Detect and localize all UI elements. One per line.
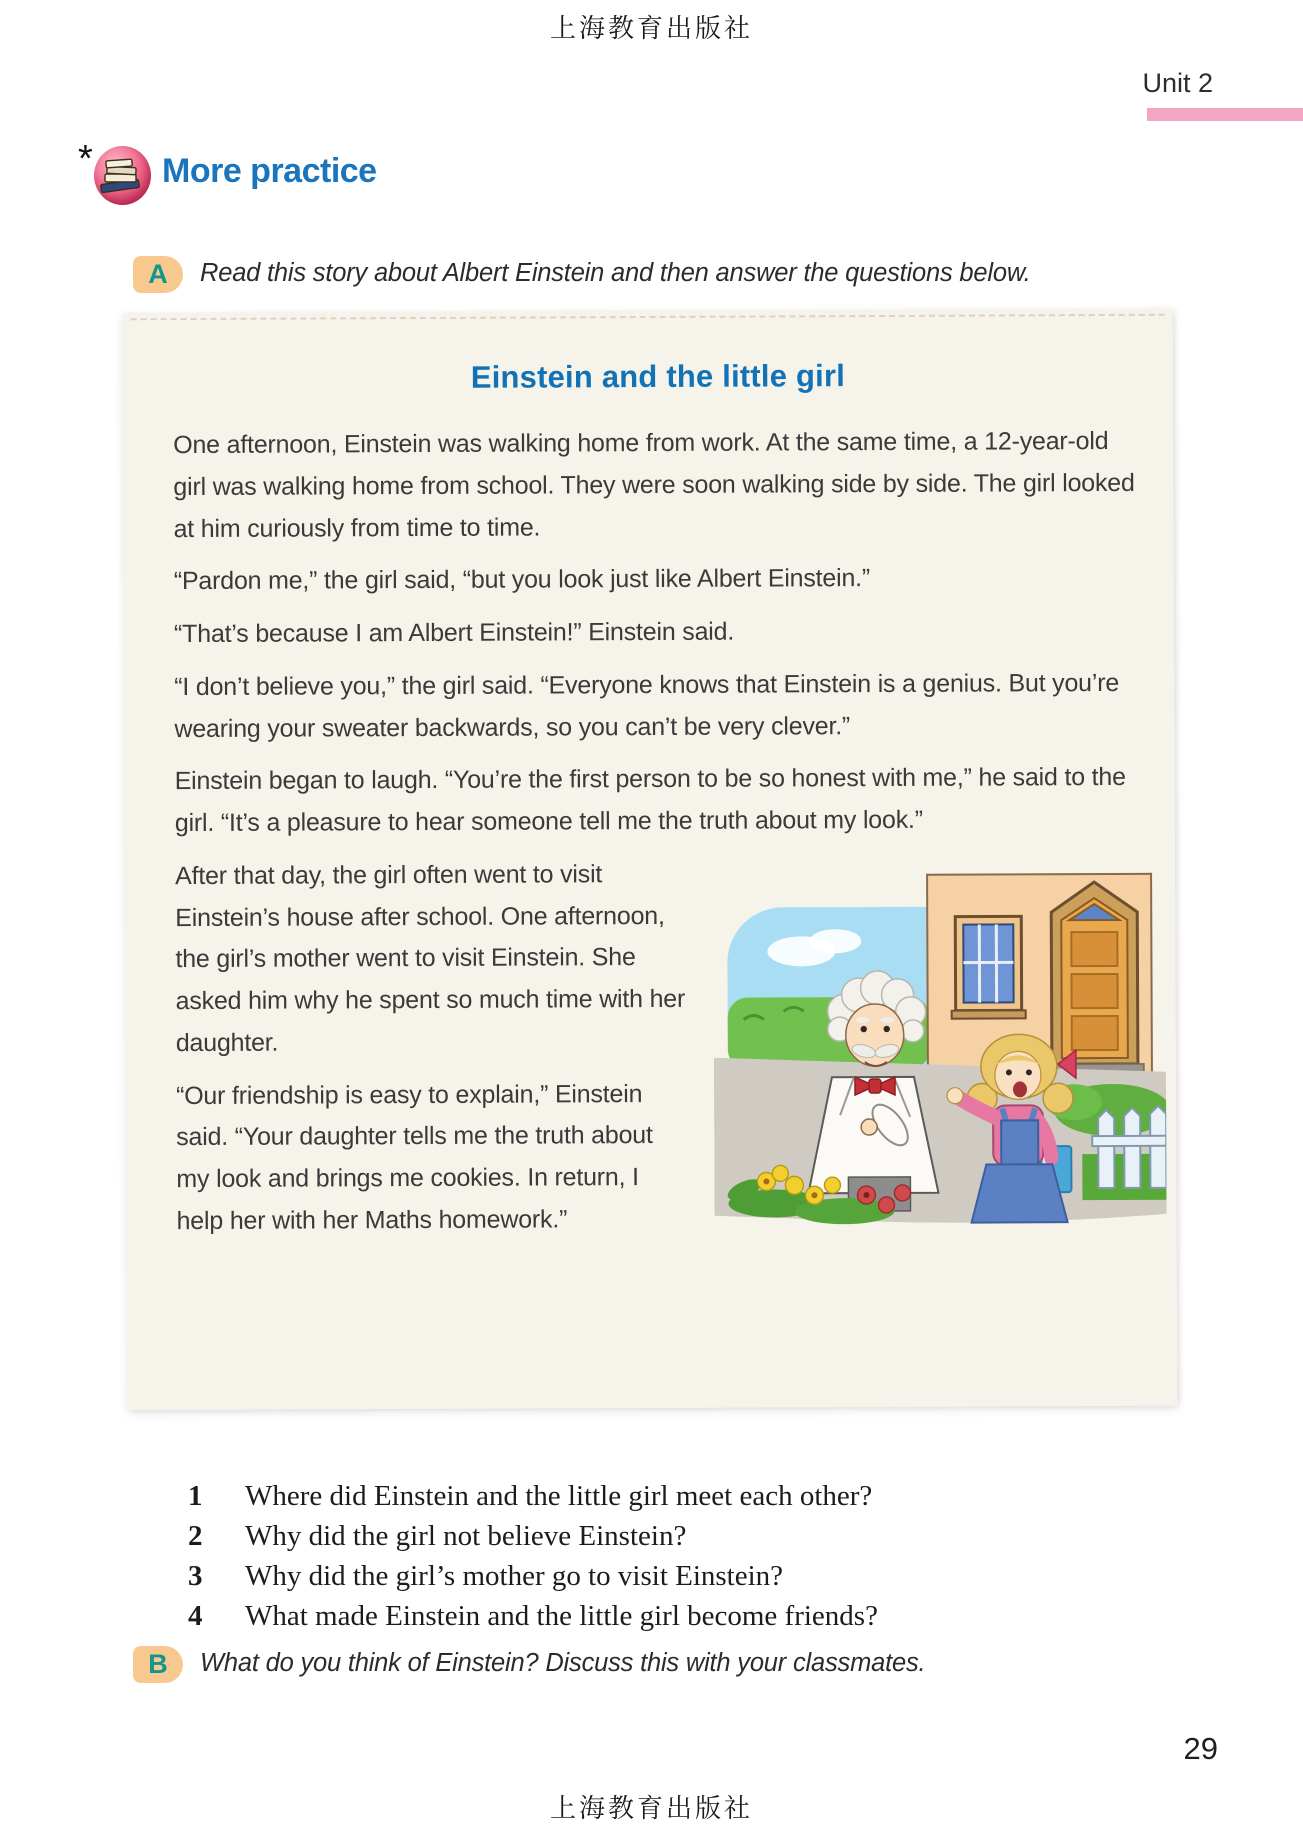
story-paragraph: “That’s because I am Albert Einstein!” Einstein said.	[173, 617, 735, 649]
story-illustration	[713, 858, 1167, 1228]
question-row	[188, 1516, 1188, 1556]
question-number: 3	[188, 1560, 203, 1592]
question-number: 2	[188, 1520, 203, 1552]
story-paragraph: “Pardon me,” the girl said, “but you look just like Albert Einstein.”	[173, 564, 871, 596]
section-b-badge: B	[133, 1646, 183, 1683]
section-a-row	[133, 256, 1243, 293]
unit-tab	[1063, 68, 1303, 128]
story-title: Einstein and the little girl	[470, 358, 846, 395]
unit-label: Unit 2	[1142, 68, 1213, 98]
question-row	[188, 1476, 1188, 1516]
page-number: 29	[1183, 1731, 1218, 1766]
publisher-footer-text: 上海教育出版社	[549, 1794, 753, 1824]
more-practice-title: More practice	[162, 152, 377, 190]
story-body	[173, 421, 1147, 1243]
publisher-header-text: 上海教育出版社	[549, 14, 753, 44]
story-paragraph: “I don’t believe you,” the girl said. “Everyone knows that Einstein is a genius. But you’re wearing your sweater backwards, so you can’t be very clever.”	[174, 668, 1120, 743]
question-row	[188, 1556, 1188, 1596]
question-number: 1	[188, 1480, 203, 1512]
question-text: What made Einstein and the little girl become friends?	[245, 1600, 878, 1632]
section-a-badge: A	[133, 256, 183, 293]
more-practice-heading	[78, 138, 678, 214]
question-text: Why did the girl’s mother go to visit Einstein?	[245, 1560, 784, 1592]
question-number: 4	[188, 1600, 203, 1632]
story-paragraph: After that day, the girl often went to visit Einstein’s house after school. One afternoon, the girl’s mother went to visit Einstein. She asked him why he spent so much time with her daughter.	[175, 859, 686, 1057]
story-paragraph: “Our friendship is easy to explain,” Einstein said. “Your daughter tells me the truth about my look and brings me cookies. In return, I help her with her Maths homework.”	[175, 1079, 653, 1235]
questions-list	[188, 1476, 1188, 1636]
section-b-instruction: What do you think of Einstein? Discuss this with your classmates.	[200, 1649, 926, 1677]
section-a-instruction: Read this story about Albert Einstein and then answer the questions below.	[200, 259, 1031, 287]
question-row	[188, 1596, 1188, 1636]
asterisk-marker: *	[78, 138, 93, 180]
unit-underline-bar	[1147, 108, 1303, 121]
story-paragraph: Einstein began to laugh. “You’re the first person to be so honest with me,” he said to the girl. “It’s a pleasure to hear someone tell me the truth about my look.”	[174, 763, 1126, 838]
question-text: Why did the girl not believe Einstein?	[245, 1520, 687, 1552]
section-b-row	[133, 1646, 1243, 1683]
question-text: Where did Einstein and the little girl meet each other?	[245, 1480, 873, 1512]
story-paragraph: One afternoon, Einstein was walking home from work. At the same time, a 12-year-old girl was walking home from school. They were soon walking side by side. The girl looked at him curiously from time to time.	[173, 426, 1135, 543]
story-card	[123, 309, 1178, 1411]
books-icon	[94, 146, 151, 205]
